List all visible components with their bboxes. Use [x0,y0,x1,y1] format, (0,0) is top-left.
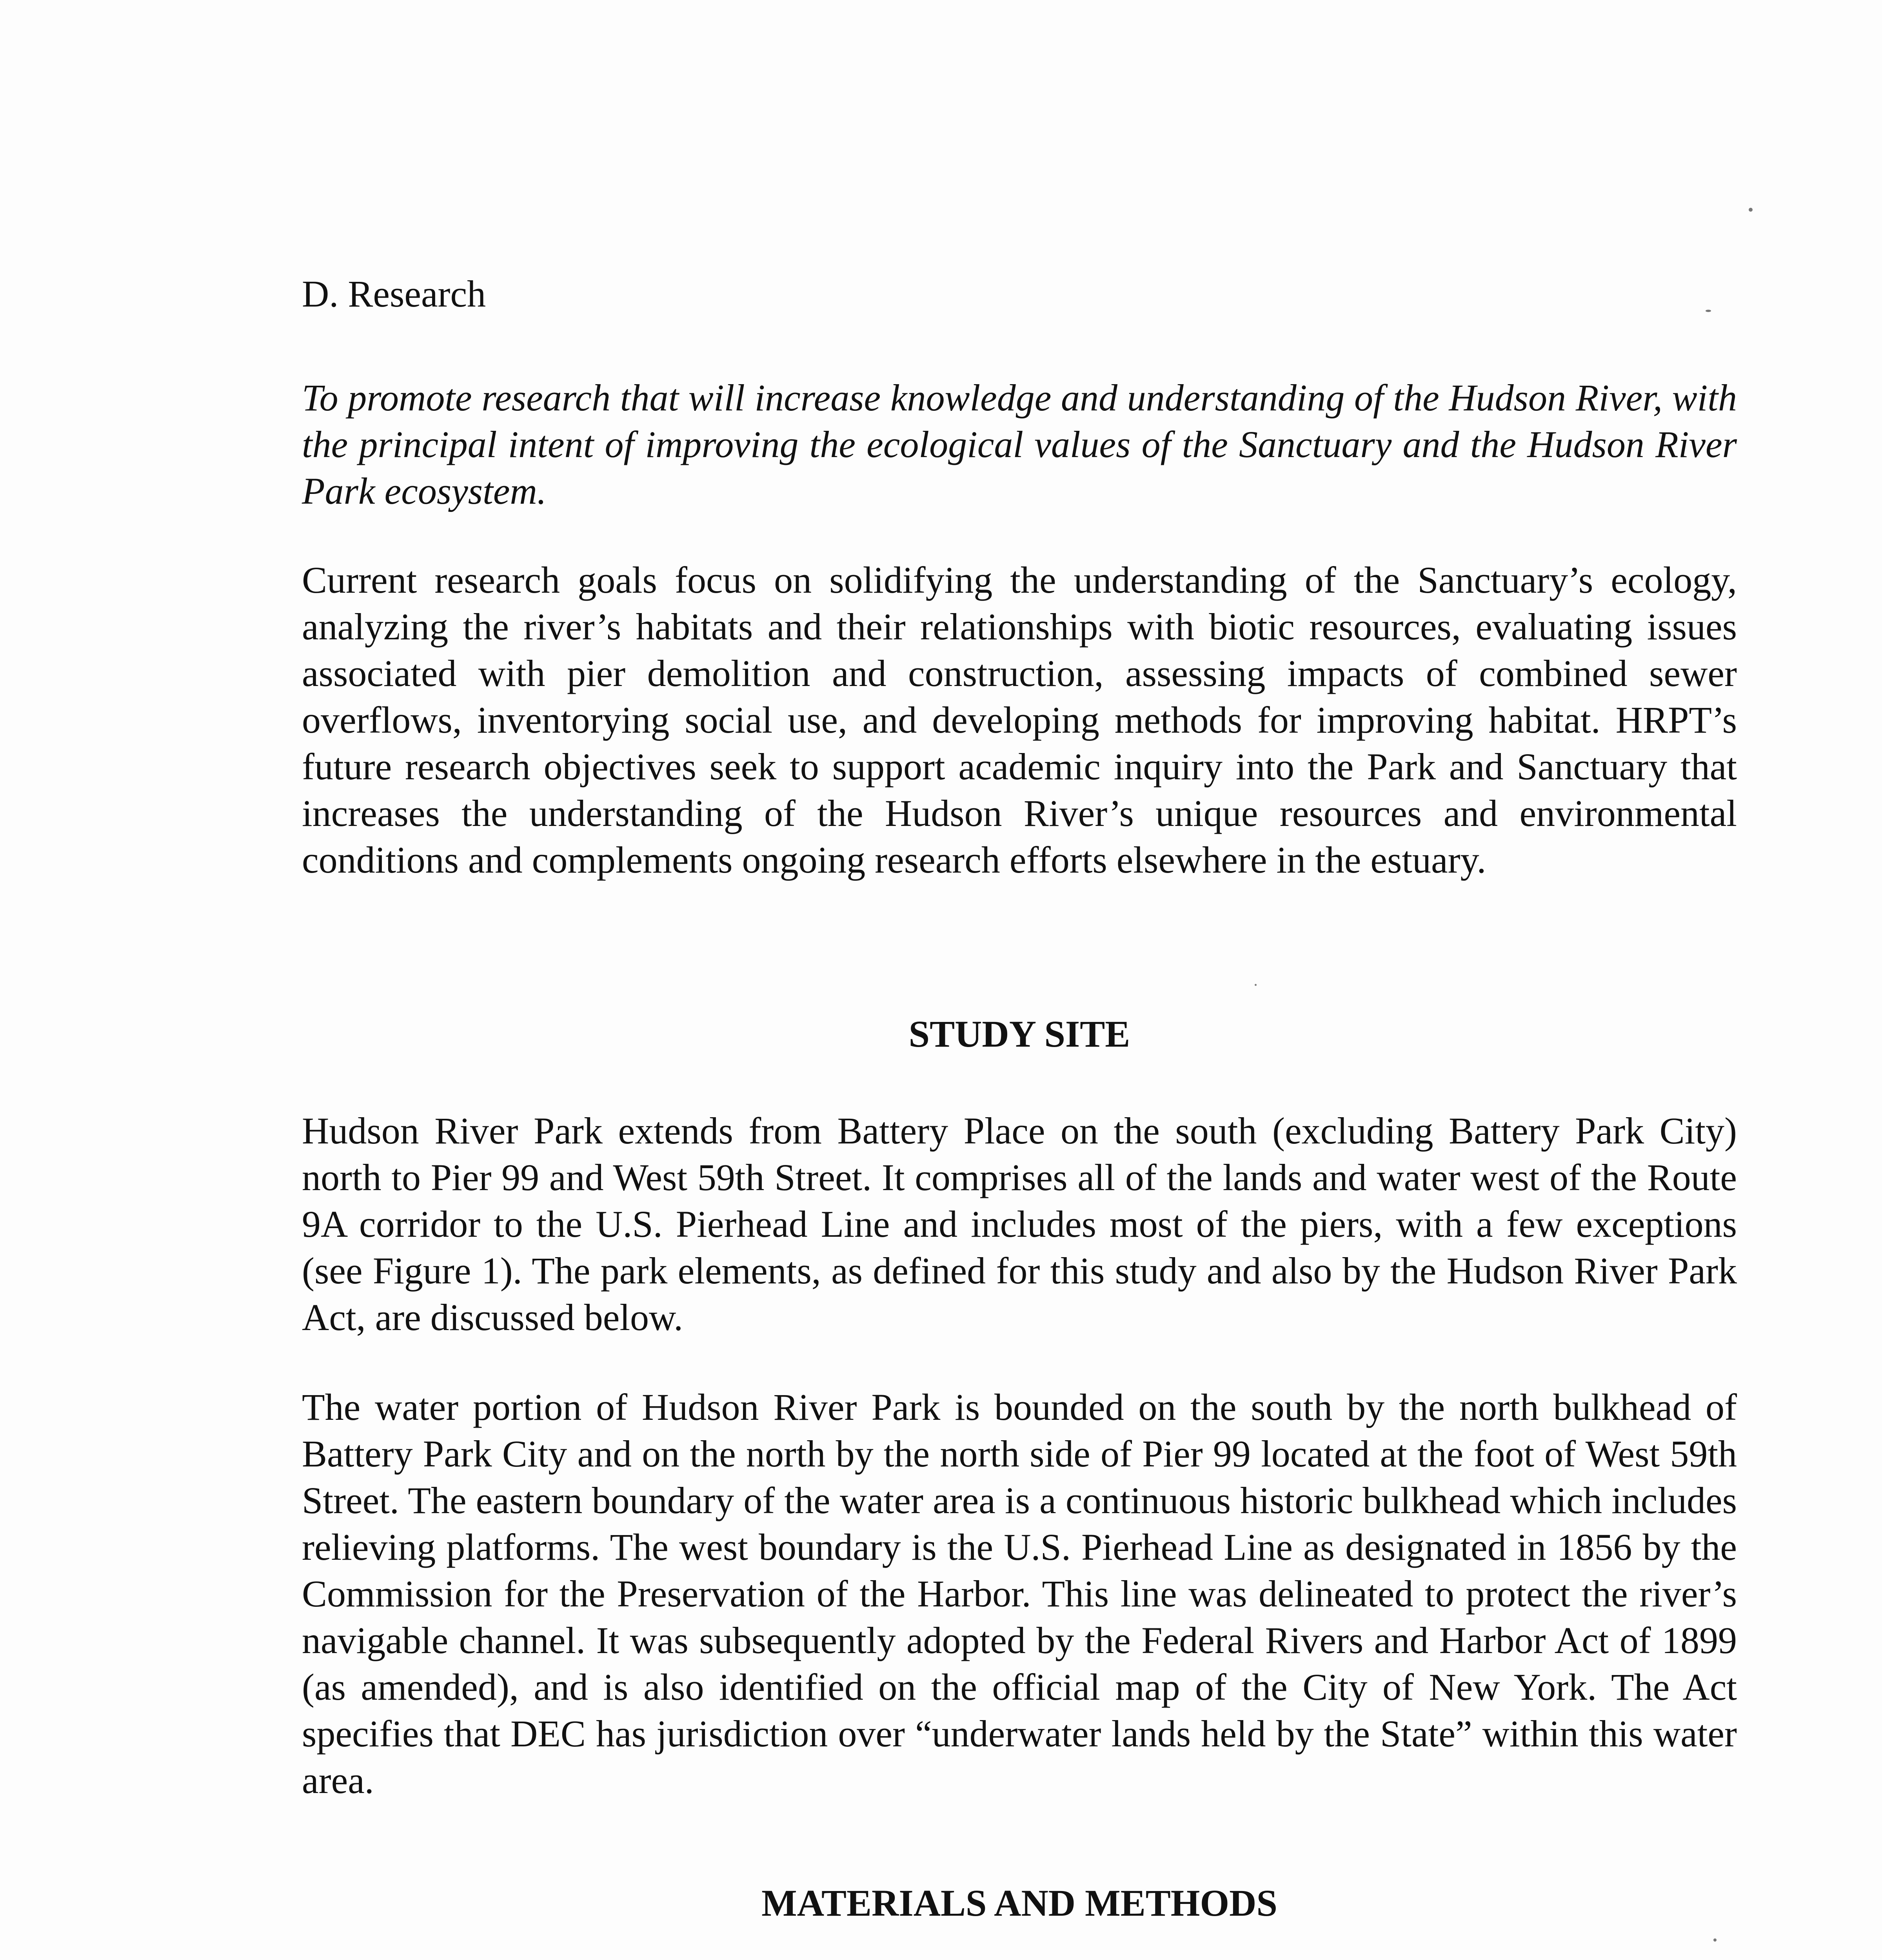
study-site-paragraph-1: Hudson River Park extends from Battery Place on the south (excluding Battery Park City) north to Pier 99 and West 59th Street. It comprises all of the lands and water west of the Route 9A corridor to the U.S. Pierhead Line and includes most of the piers, with a few exceptions (see Figure 1). The park elements, as defined for this study and also by the Hudson River Park Act, are discussed below. [302,1110,1737,1338]
materials-methods-heading: MATERIALS AND METHODS [761,1882,1277,1924]
scan-speck [1713,1938,1717,1942]
research-goal-statement: To promote research that will increase knowledge and understanding of the Hudson River, with the principal intent of improving the ecological values of the Sanctuary and the Hudson River Park ecosystem. [302,377,1737,512]
scan-speck [1255,984,1257,986]
study-site-heading: STUDY SITE [908,1013,1130,1055]
scan-speck [1749,208,1753,212]
scan-speck [1706,310,1711,312]
research-paragraph: Current research goals focus on solidifying the understanding of the Sanctuary’s ecology, analyzing the river’s habitats and their relationships with biotic resources, evaluating issues associated with pier demolition and construction, assessing impacts of combined sewer overflows, inventorying social use, and developing methods for improving habitat. HRPT’s future research objectives seek to support academic inquiry into the Park and Sanctuary that increases the understanding of the Hudson River’s unique resources and environmental conditions and complements ongoing research efforts elsewhere in the estuary. [302,559,1737,881]
study-site-paragraph-2: The water portion of Hudson River Park is bounded on the south by the north bulkhead of Battery Park City and on the north by the north side of Pier 99 located at the foot of West 59th Street. The eastern boundary of the water area is a continuous historic bulkhead which includes relieving platforms. The west boundary is the U.S. Pierhead Line as designated in 1856 by the Commission for the Preservation of the Harbor. This line was delineated to protect the river’s navigable channel. It was subsequently adopted by the Federal Rivers and Harbor Act of 1899 (as amended), and is also identified on the official map of the City of New York. The Act specifies that DEC has jurisdiction over “underwater lands held by the State” within this water area. [302,1386,1737,1801]
section-d-heading: D. Research [302,273,486,315]
